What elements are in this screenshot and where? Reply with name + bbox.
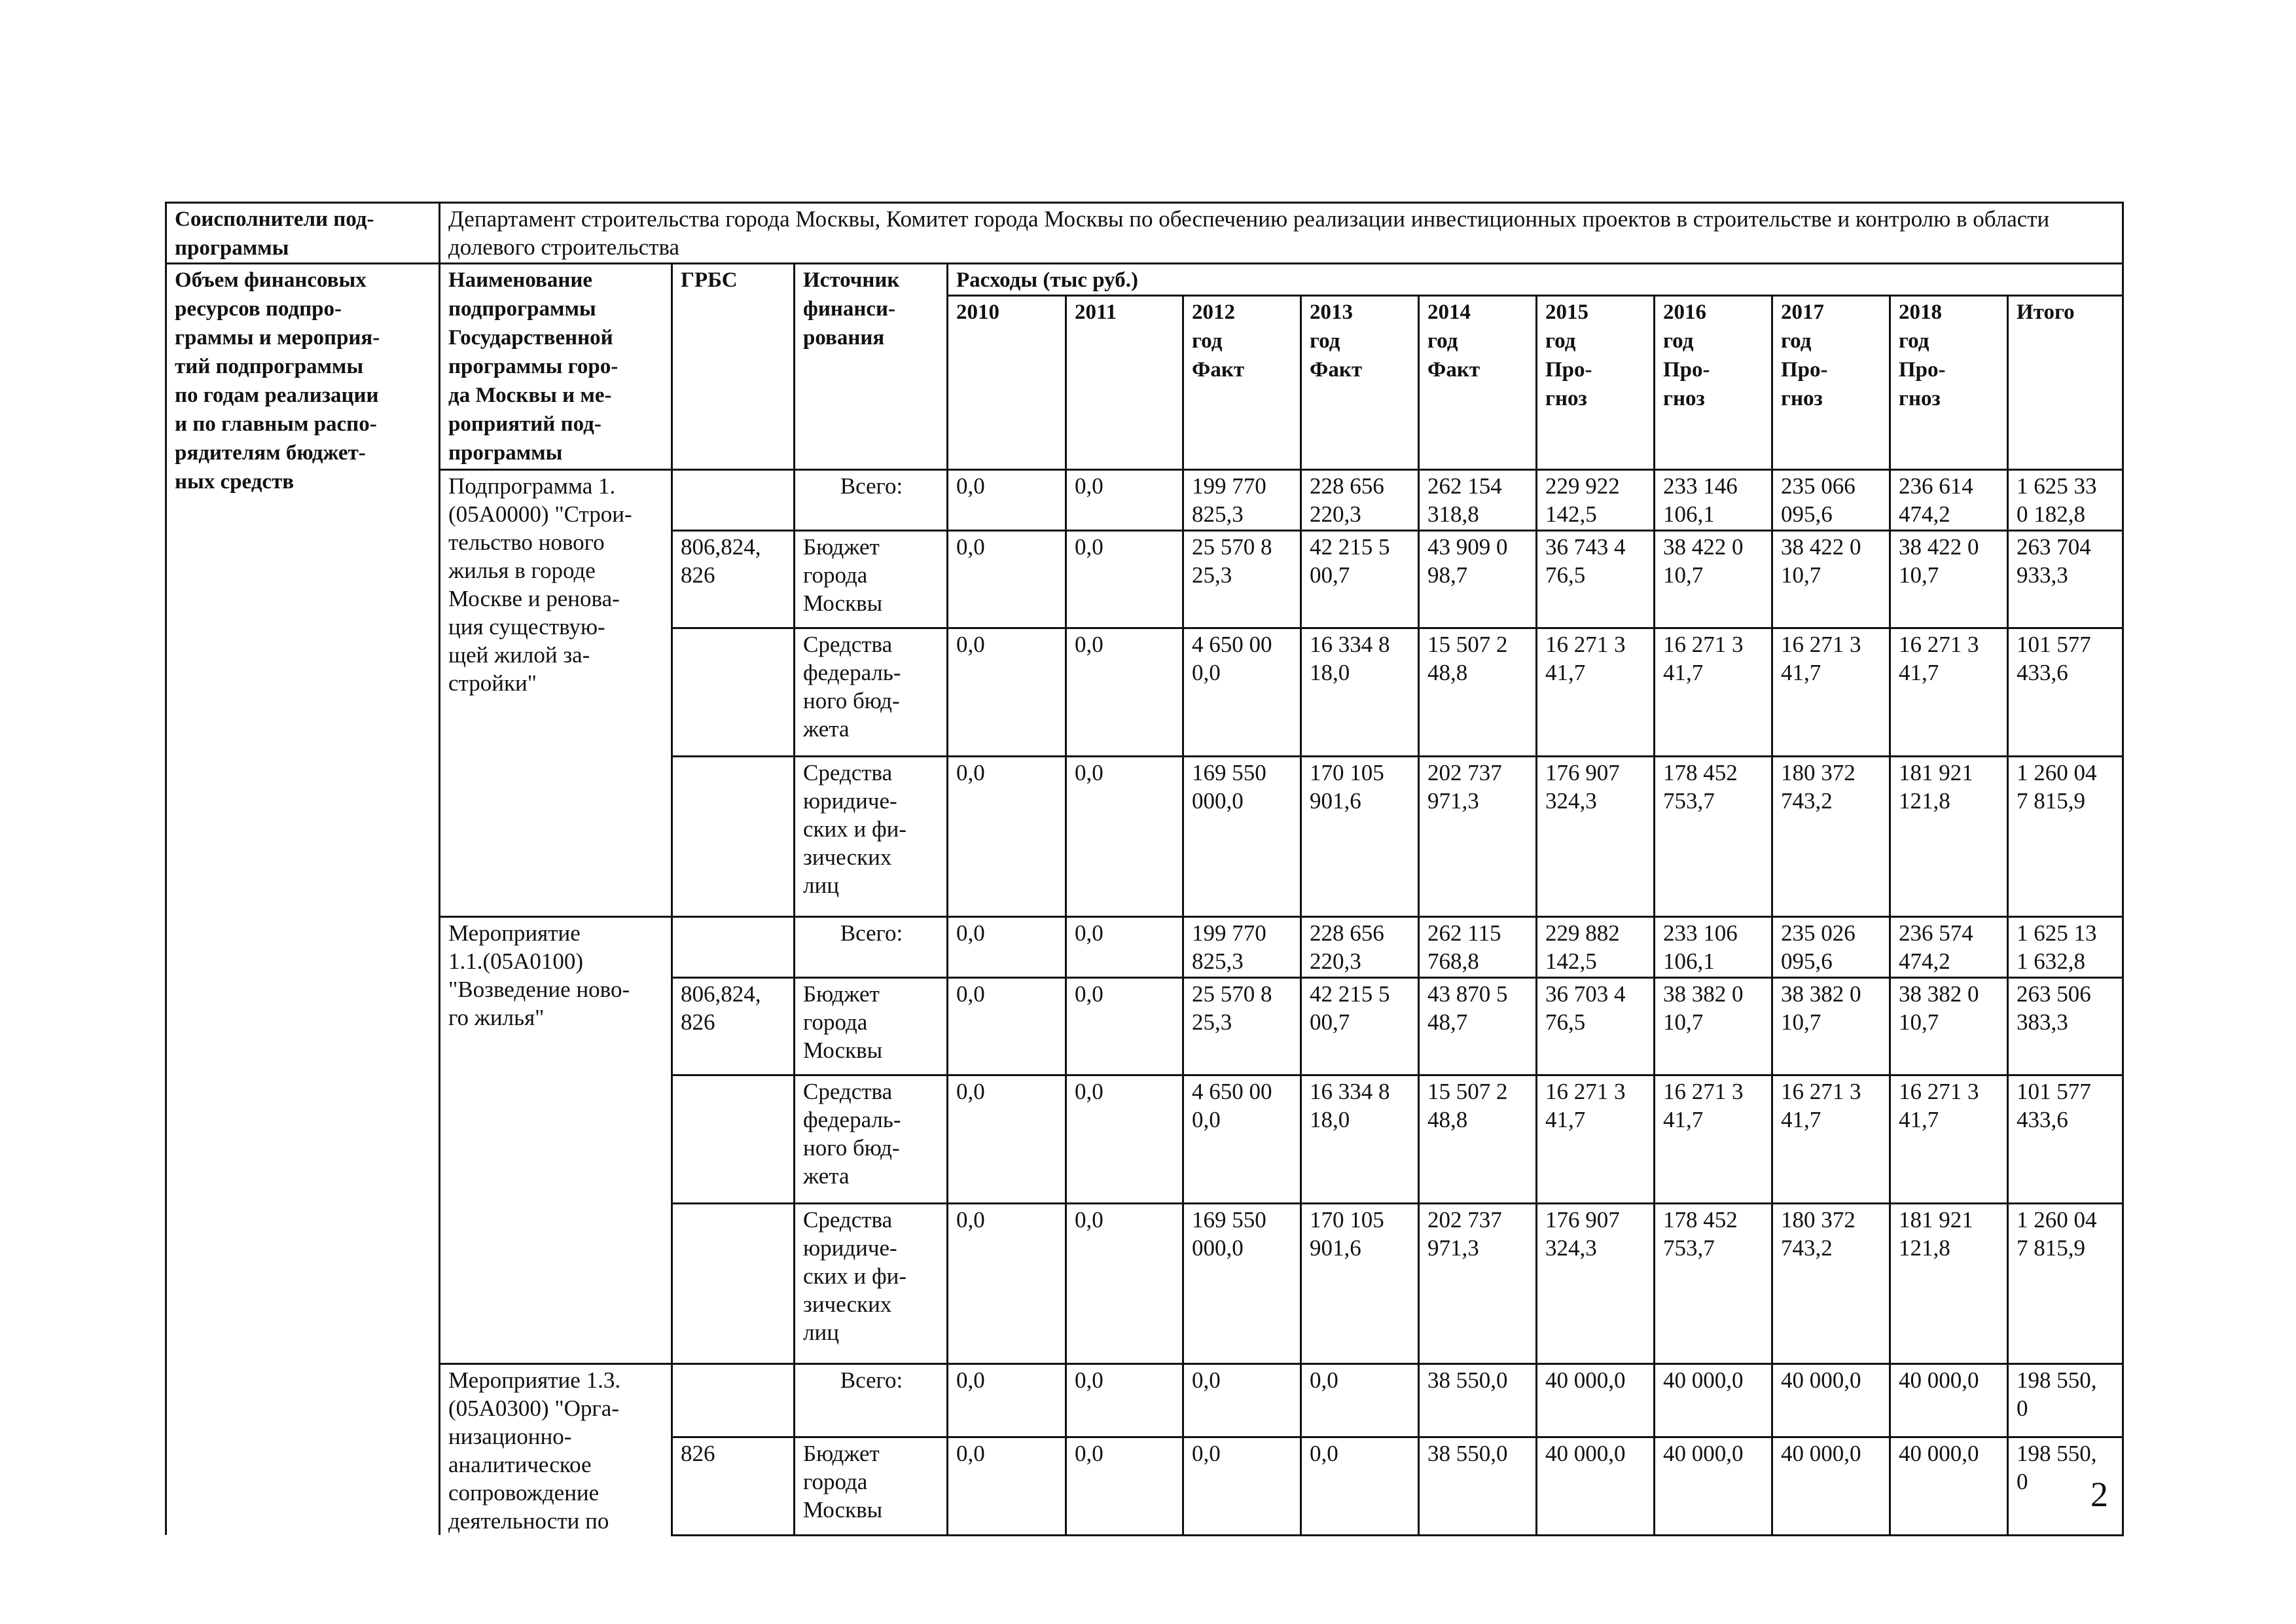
header-year-4: 2014 год Факт <box>1419 296 1537 470</box>
value-cell: 235 026 095,6 <box>1772 917 1890 978</box>
value-cell: 199 770 825,3 <box>1183 917 1301 978</box>
value-cell: 263 704 933,3 <box>2008 531 2123 628</box>
value-cell: 0,0 <box>948 917 1066 978</box>
source-cell: Бюджет города Москвы <box>795 531 948 628</box>
header-name: Наименование подпрограммы Государственной программы горо- да Москвы и ме- роприятий под- программы <box>440 264 672 470</box>
header-row-1 <box>166 264 2123 296</box>
value-cell: 16 271 3 41,7 <box>1655 1075 1772 1204</box>
grbs-cell: 806,824, 826 <box>672 531 795 628</box>
source-cell: Средства федераль- ного бюд- жета <box>795 628 948 757</box>
value-cell: 181 921 121,8 <box>1890 757 2008 917</box>
header-source: Источник финанси- рования <box>795 264 948 470</box>
grbs-cell <box>672 1204 795 1364</box>
value-cell: 15 507 2 48,8 <box>1419 1075 1537 1204</box>
value-cell: 0,0 <box>948 628 1066 757</box>
value-cell: 4 650 00 0,0 <box>1183 628 1301 757</box>
value-cell: 40 000,0 <box>1537 1437 1655 1535</box>
value-cell: 0,0 <box>1066 628 1183 757</box>
value-cell: 0,0 <box>1066 1204 1183 1364</box>
value-cell: 16 271 3 41,7 <box>1537 1075 1655 1204</box>
grbs-cell <box>672 917 795 978</box>
value-cell: 0,0 <box>948 978 1066 1075</box>
value-cell: 169 550 000,0 <box>1183 757 1301 917</box>
value-cell: 0,0 <box>1066 757 1183 917</box>
coexecutors-value: Департамент строительства города Москвы, Комитет города Москвы по обеспечению реализации инвестиционных проектов в строительстве и контролю в области долевого строительства <box>440 203 2123 264</box>
value-cell: 40 000,0 <box>1772 1437 1890 1535</box>
header-year-5: 2015 год Про- гноз <box>1537 296 1655 470</box>
value-cell: 16 271 3 41,7 <box>1772 628 1890 757</box>
source-cell: Средства юридиче- ских и фи- зических лиц <box>795 1204 948 1364</box>
header-year-7: 2017 год Про- гноз <box>1772 296 1890 470</box>
grbs-cell: 806,824, 826 <box>672 978 795 1075</box>
header-year-9: Итого <box>2008 296 2123 470</box>
source-cell: Средства федераль- ного бюд- жета <box>795 1075 948 1204</box>
value-cell: 16 271 3 41,7 <box>1772 1075 1890 1204</box>
value-cell: 0,0 <box>948 1364 1066 1437</box>
table-row <box>166 917 2123 978</box>
value-cell: 229 922 142,5 <box>1537 470 1655 531</box>
value-cell: 38 422 0 10,7 <box>1890 531 2008 628</box>
value-cell: 170 105 901,6 <box>1301 757 1419 917</box>
value-cell: 181 921 121,8 <box>1890 1204 2008 1364</box>
value-cell: 0,0 <box>948 470 1066 531</box>
header-grbs: ГРБС <box>672 264 795 470</box>
grbs-cell <box>672 1364 795 1437</box>
coexecutors-row <box>166 203 2123 264</box>
value-cell: 38 382 0 10,7 <box>1772 978 1890 1075</box>
financing-volume-label: Объем финансовых ресурсов подпро- граммы и мероприя- тий подпрограммы по годам реализации и по главным распо- рядителям бюджет- ных средств <box>166 264 440 1536</box>
value-cell: 199 770 825,3 <box>1183 470 1301 531</box>
table-row <box>166 1364 2123 1437</box>
value-cell: 101 577 433,6 <box>2008 628 2123 757</box>
value-cell: 38 422 0 10,7 <box>1655 531 1772 628</box>
source-cell: Средства юридиче- ских и фи- зических лиц <box>795 757 948 917</box>
value-cell: 1 625 13 1 632,8 <box>2008 917 2123 978</box>
value-cell: 40 000,0 <box>1537 1364 1655 1437</box>
value-cell: 178 452 753,7 <box>1655 757 1772 917</box>
value-cell: 262 154 318,8 <box>1419 470 1537 531</box>
value-cell: 169 550 000,0 <box>1183 1204 1301 1364</box>
value-cell: 42 215 5 00,7 <box>1301 978 1419 1075</box>
value-cell: 0,0 <box>1301 1437 1419 1535</box>
value-cell: 38 550,0 <box>1419 1364 1537 1437</box>
value-cell: 0,0 <box>1183 1437 1301 1535</box>
value-cell: 43 870 5 48,7 <box>1419 978 1537 1075</box>
value-cell: 180 372 743,2 <box>1772 1204 1890 1364</box>
value-cell: 198 550, 0 <box>2008 1364 2123 1437</box>
value-cell: 1 260 04 7 815,9 <box>2008 1204 2123 1364</box>
program-name: Мероприятие 1.3. (05А0300) "Орга- низационно- аналитическое сопровождение деятельности по <box>440 1364 672 1536</box>
value-cell: 0,0 <box>1183 1364 1301 1437</box>
source-cell: Всего: <box>795 470 948 531</box>
source-cell: Бюджет города Москвы <box>795 1437 948 1535</box>
value-cell: 0,0 <box>1066 531 1183 628</box>
value-cell: 36 703 4 76,5 <box>1537 978 1655 1075</box>
program-name: Подпрограмма 1. (05А0000) "Строи- тельство нового жилья в городе Москве и ренова- ция существую- щей жилой за- стройки" <box>440 470 672 917</box>
coexecutors-label: Соисполнители под- программы <box>166 203 440 264</box>
header-year-1: 2011 <box>1066 296 1183 470</box>
value-cell: 263 506 383,3 <box>2008 978 2123 1075</box>
source-cell: Всего: <box>795 1364 948 1437</box>
header-year-8: 2018 год Про- гноз <box>1890 296 2008 470</box>
value-cell: 40 000,0 <box>1890 1364 2008 1437</box>
value-cell: 16 271 3 41,7 <box>1537 628 1655 757</box>
value-cell: 0,0 <box>948 531 1066 628</box>
header-year-0: 2010 <box>948 296 1066 470</box>
value-cell: 0,0 <box>1066 470 1183 531</box>
value-cell: 16 334 8 18,0 <box>1301 628 1419 757</box>
value-cell: 1 625 33 0 182,8 <box>2008 470 2123 531</box>
value-cell: 0,0 <box>1066 1364 1183 1437</box>
value-cell: 180 372 743,2 <box>1772 757 1890 917</box>
value-cell: 1 260 04 7 815,9 <box>2008 757 2123 917</box>
header-expenses: Расходы (тыс руб.) <box>948 264 2123 296</box>
value-cell: 40 000,0 <box>1655 1364 1772 1437</box>
value-cell: 0,0 <box>1066 1437 1183 1535</box>
grbs-cell <box>672 1075 795 1204</box>
value-cell: 0,0 <box>1066 917 1183 978</box>
value-cell: 0,0 <box>1066 978 1183 1075</box>
header-year-3: 2013 год Факт <box>1301 296 1419 470</box>
program-name: Мероприятие 1.1.(05А0100) "Возведение ново- го жилья" <box>440 917 672 1364</box>
value-cell: 38 382 0 10,7 <box>1890 978 2008 1075</box>
value-cell: 15 507 2 48,8 <box>1419 628 1537 757</box>
value-cell: 38 550,0 <box>1419 1437 1537 1535</box>
value-cell: 40 000,0 <box>1655 1437 1772 1535</box>
value-cell: 43 909 0 98,7 <box>1419 531 1537 628</box>
value-cell: 16 271 3 41,7 <box>1890 1075 2008 1204</box>
value-cell: 178 452 753,7 <box>1655 1204 1772 1364</box>
value-cell: 0,0 <box>948 1204 1066 1364</box>
value-cell: 0,0 <box>948 757 1066 917</box>
value-cell: 0,0 <box>1301 1364 1419 1437</box>
page-number: 2 <box>2090 1475 2108 1514</box>
value-cell: 36 743 4 76,5 <box>1537 531 1655 628</box>
grbs-cell <box>672 757 795 917</box>
value-cell: 229 882 142,5 <box>1537 917 1655 978</box>
value-cell: 202 737 971,3 <box>1419 1204 1537 1364</box>
value-cell: 228 656 220,3 <box>1301 470 1419 531</box>
value-cell: 4 650 00 0,0 <box>1183 1075 1301 1204</box>
grbs-cell: 826 <box>672 1437 795 1535</box>
value-cell: 202 737 971,3 <box>1419 757 1537 917</box>
source-cell: Всего: <box>795 917 948 978</box>
value-cell: 176 907 324,3 <box>1537 1204 1655 1364</box>
value-cell: 16 271 3 41,7 <box>1890 628 2008 757</box>
value-cell: 233 146 106,1 <box>1655 470 1772 531</box>
value-cell: 0,0 <box>1066 1075 1183 1204</box>
value-cell: 16 271 3 41,7 <box>1655 628 1772 757</box>
value-cell: 42 215 5 00,7 <box>1301 531 1419 628</box>
value-cell: 16 334 8 18,0 <box>1301 1075 1419 1204</box>
grbs-cell <box>672 470 795 531</box>
grbs-cell <box>672 628 795 757</box>
value-cell: 40 000,0 <box>1772 1364 1890 1437</box>
value-cell: 38 382 0 10,7 <box>1655 978 1772 1075</box>
value-cell: 25 570 8 25,3 <box>1183 531 1301 628</box>
value-cell: 25 570 8 25,3 <box>1183 978 1301 1075</box>
value-cell: 235 066 095,6 <box>1772 470 1890 531</box>
value-cell: 198 550, 0 <box>2008 1437 2123 1535</box>
value-cell: 262 115 768,8 <box>1419 917 1537 978</box>
value-cell: 101 577 433,6 <box>2008 1075 2123 1204</box>
source-cell: Бюджет города Москвы <box>795 978 948 1075</box>
value-cell: 0,0 <box>948 1437 1066 1535</box>
value-cell: 233 106 106,1 <box>1655 917 1772 978</box>
value-cell: 38 422 0 10,7 <box>1772 531 1890 628</box>
value-cell: 228 656 220,3 <box>1301 917 1419 978</box>
value-cell: 236 574 474,2 <box>1890 917 2008 978</box>
table-row <box>166 470 2123 531</box>
header-year-2: 2012 год Факт <box>1183 296 1301 470</box>
value-cell: 170 105 901,6 <box>1301 1204 1419 1364</box>
financing-table <box>165 202 2124 1536</box>
value-cell: 176 907 324,3 <box>1537 757 1655 917</box>
value-cell: 40 000,0 <box>1890 1437 2008 1535</box>
value-cell: 0,0 <box>948 1075 1066 1204</box>
value-cell: 236 614 474,2 <box>1890 470 2008 531</box>
header-year-6: 2016 год Про- гноз <box>1655 296 1772 470</box>
